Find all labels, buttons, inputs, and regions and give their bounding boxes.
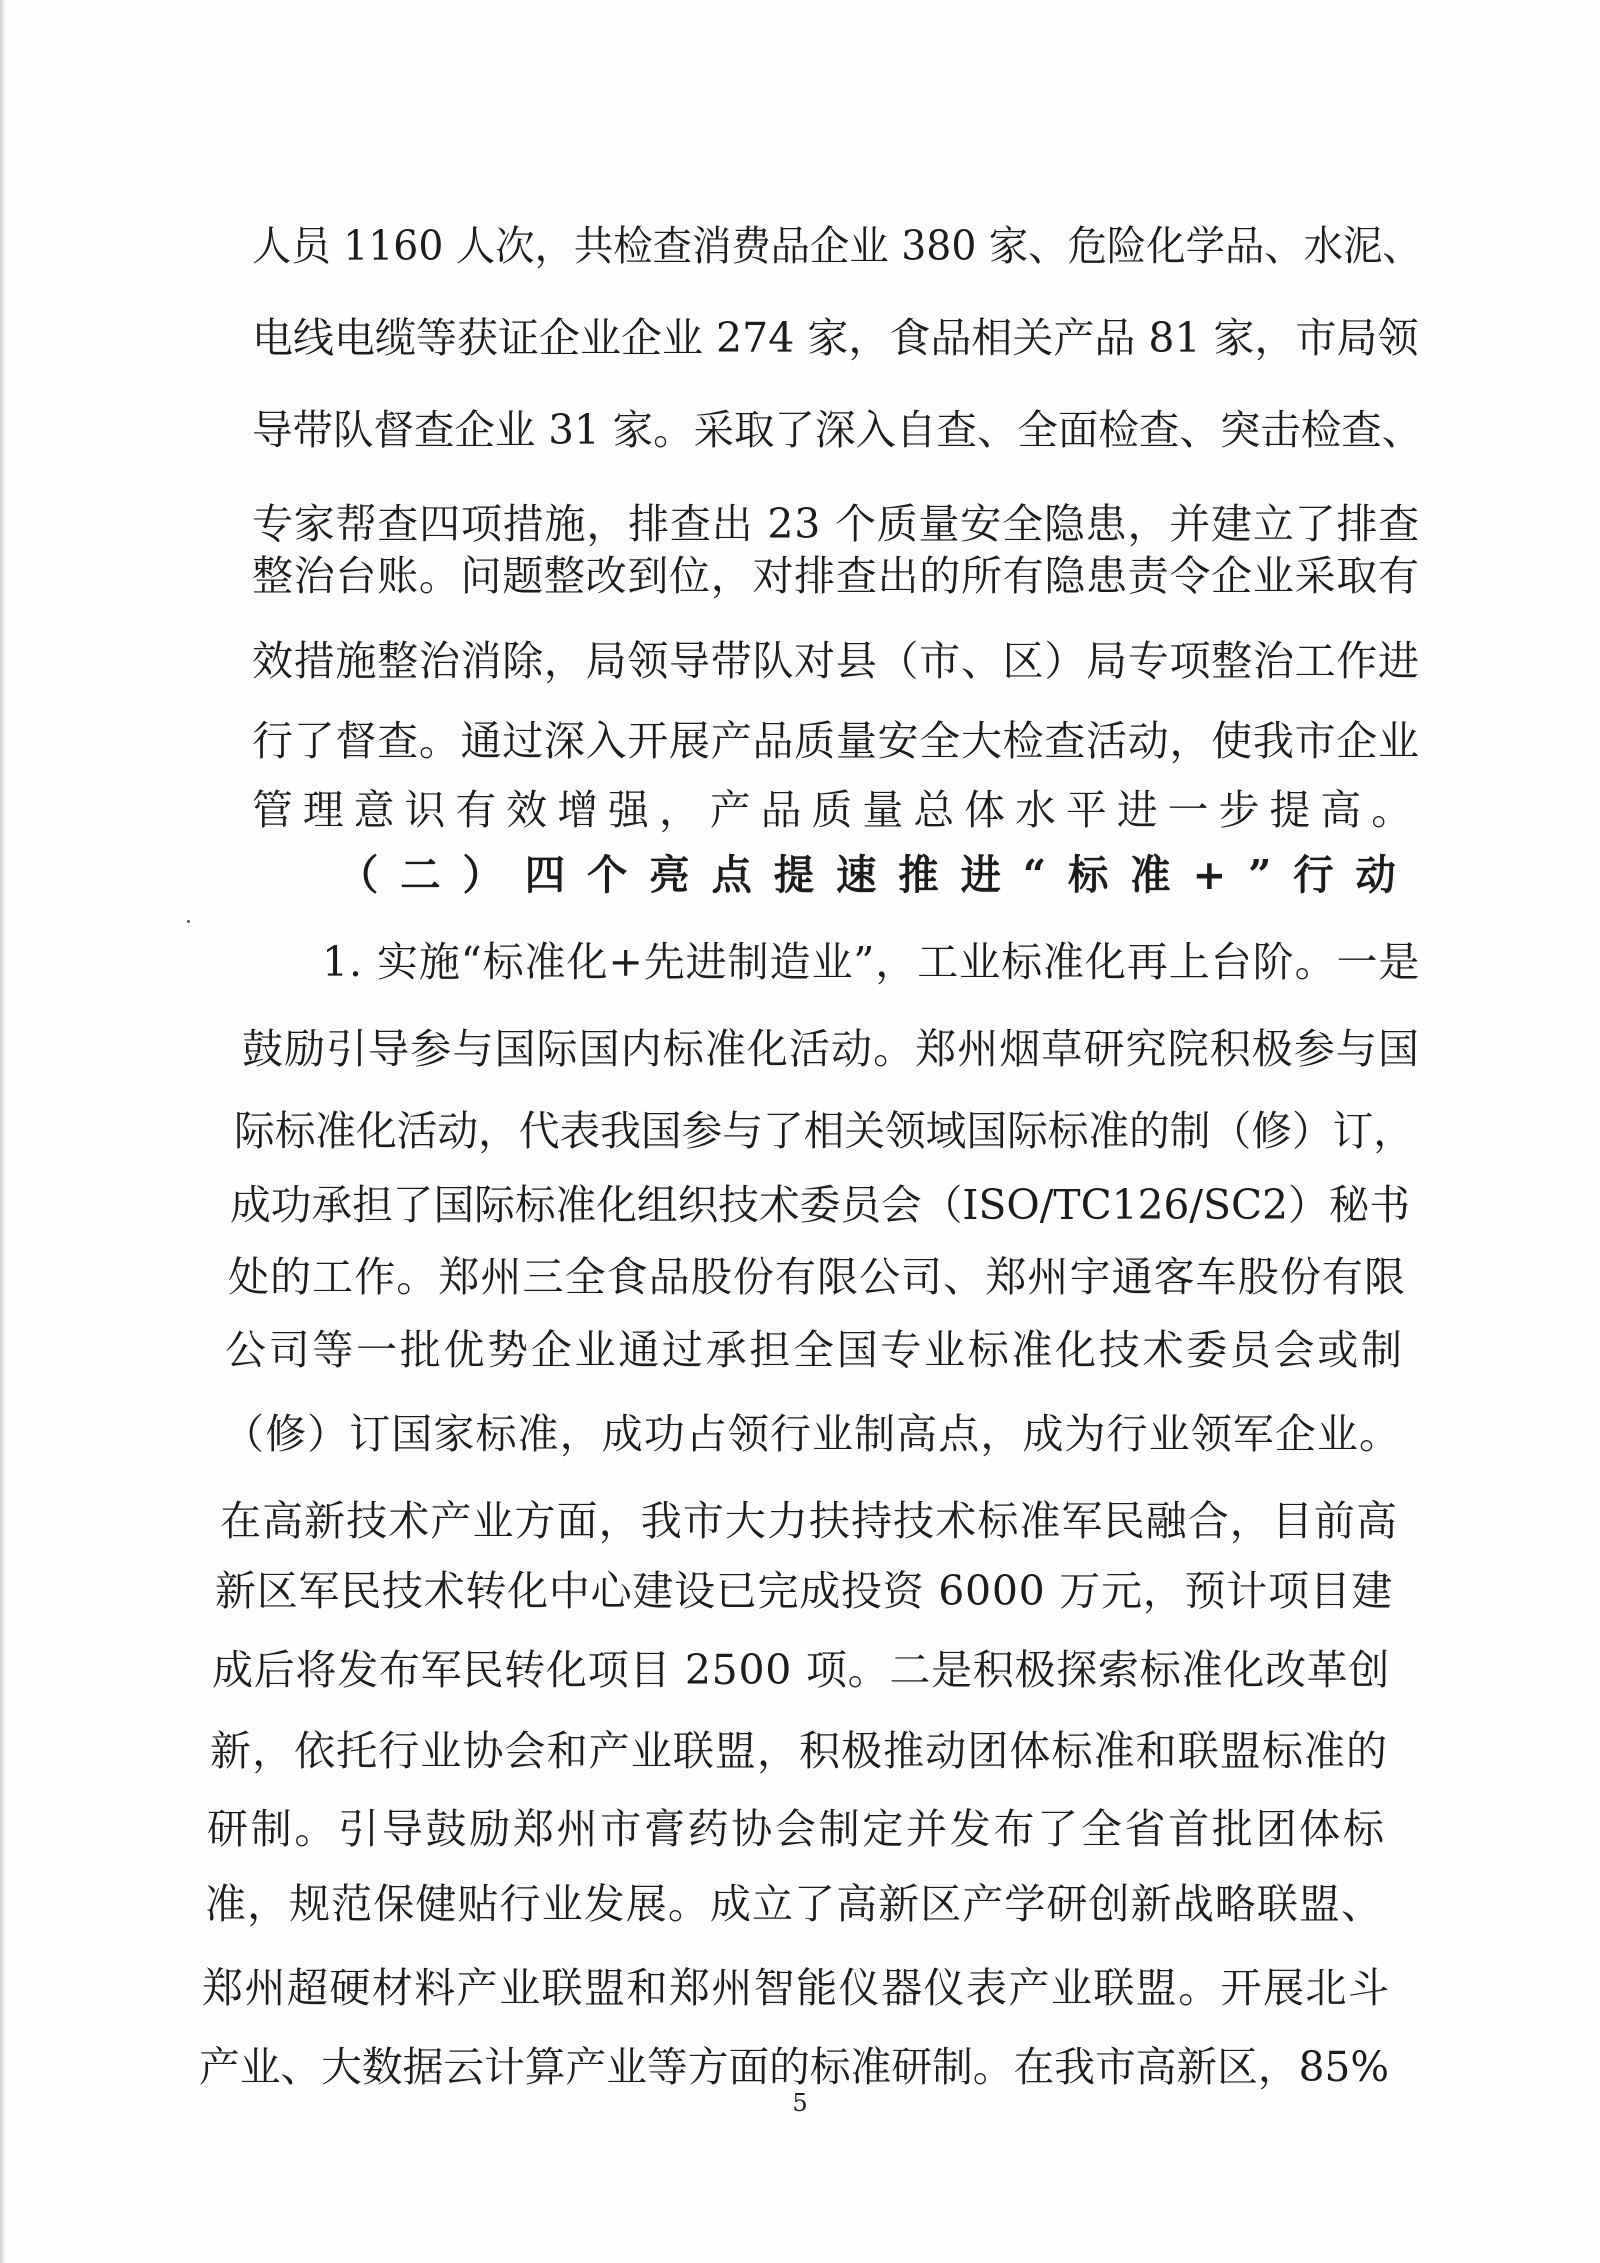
text-line: （修）订国家标准，成功占领行业制高点，成为行业领军企业。 [223, 1410, 1402, 1458]
text-line: 效措施整治消除，局领导带队对县（市、区）局专项整治工作进 [252, 637, 1420, 685]
text-line: 在高新技术产业方面，我市大力扶持技术标准军民融合，目前高 [220, 1497, 1399, 1545]
text-line: 整治台账。问题整改到位，对排查出的所有隐患责令企业采取有 [252, 552, 1420, 600]
text-line: 1. 实施“标准化+先进制造业”，工业标准化再上台阶。一是 [322, 938, 1421, 986]
text-line: 新区军民技术转化中心建设已完成投资 6000 万元，预计项目建 [215, 1567, 1394, 1615]
text-line: 成后将发布军民转化项目 2500 项。二是积极探索标准化改革创 [212, 1646, 1391, 1694]
text-line: 电线电缆等获证企业企业 274 家，食品相关产品 81 家，市局领 [252, 314, 1419, 362]
text-line: 行了督查。通过深入开展产品质量安全大检查活动，使我市企业 [252, 717, 1420, 765]
text-line: 郑州超硬材料产业联盟和郑州智能仪器仪表产业联盟。开展北斗 [202, 1964, 1391, 2012]
text-line: 际标准化活动，代表我国参与了相关领域国际标准的制（修）订， [234, 1107, 1414, 1155]
page-number: 5 [792, 2089, 808, 2117]
text-line: 管理意识有效增强，产品质量总体水平进一步提高。 [252, 786, 1423, 834]
text-line: 研制。引导鼓励郑州市膏药协会制定并发布了全省首批团体标 [207, 1805, 1387, 1853]
text-line: 产业、大数据云计算产业等方面的标准研制。在我市高新区，85% [199, 2043, 1390, 2091]
text-line: 处的工作。郑州三全食品股份有限公司、郑州宇通客车股份有限 [228, 1253, 1407, 1301]
text-line: 专家帮查四项措施，排查出 23 个质量安全隐患，并建立了排查 [252, 500, 1421, 548]
text-line: 成功承担了国际标准化组织技术委员会（ISO/TC126/SC2）秘书 [230, 1181, 1411, 1229]
text-line: 准，规范保健贴行业发展。成立了高新区产学研创新战略联盟、 [205, 1880, 1384, 1928]
text-line: 新，依托行业协会和产业联盟，积极推动团体标准和联盟标准的 [210, 1727, 1389, 1775]
text-line: 导带队督查企业 31 家。采取了深入自查、全面检查、突击检查、 [252, 406, 1423, 454]
text-line: 鼓励引导参与国际国内标准化活动。郑州烟草研究院积极参与国 [242, 1025, 1421, 1073]
text-line: 公司等一批优势企业通过承担全国专业标准化技术委员会或制 [225, 1326, 1405, 1374]
text-line: 人员 1160 人次，共检查消费品企业 380 家、危险化学品、水泥、 [252, 222, 1422, 270]
section-heading: （二）四个亮点提速推进“标准+”行动 [338, 851, 1418, 899]
